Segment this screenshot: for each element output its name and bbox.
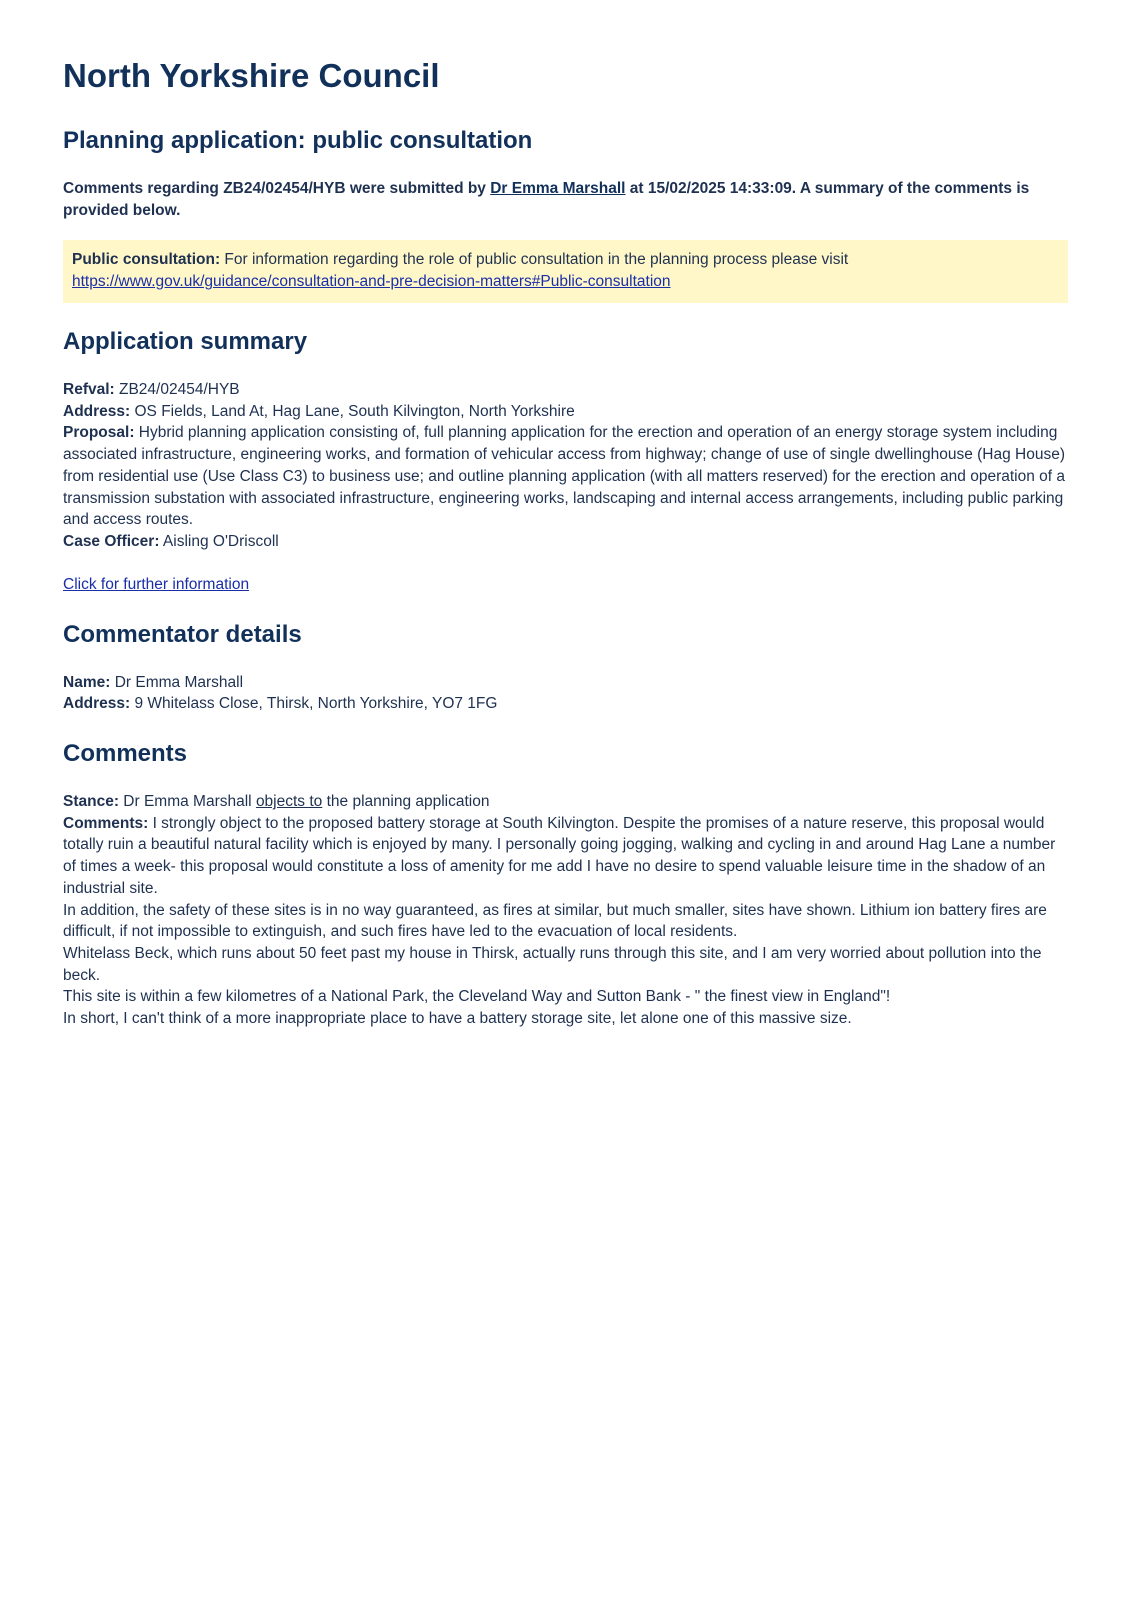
address-row bbox=[63, 401, 1068, 423]
notice-label: Public consultation: bbox=[72, 251, 221, 268]
commentator-details bbox=[63, 672, 1068, 715]
case-officer-row bbox=[63, 531, 1068, 553]
proposal-row bbox=[63, 422, 1068, 531]
document-page bbox=[63, 50, 1068, 1030]
case-officer-value: Aisling O'Driscoll bbox=[159, 532, 279, 550]
commenter-name-link[interactable]: Dr Emma Marshall bbox=[490, 180, 626, 197]
further-info-row bbox=[63, 574, 1068, 596]
comments-heading: Comments bbox=[63, 740, 188, 768]
commentator-details-heading: Commentator details bbox=[63, 620, 302, 648]
case-officer-label: Case Officer: bbox=[63, 532, 160, 550]
proposal-label: Proposal: bbox=[63, 424, 135, 442]
page-subtitle: Planning application: public consultation bbox=[63, 127, 533, 154]
address-value: OS Fields, Land At, Hag Lane, South Kilvington, North Yorkshire bbox=[130, 402, 575, 420]
refval-label: Refval: bbox=[63, 381, 115, 398]
comment-paragraph: In addition, the safety of these sites is in no way guaranteed, as fires at similar, but much smaller, sites have shown. Lithium ion battery fires are difficult, if not impossible to extinguish, and such fires have led to the evacuation of local residents. bbox=[63, 901, 1047, 941]
stance-objects-link[interactable]: objects to bbox=[255, 793, 323, 811]
submission-summary bbox=[63, 178, 1068, 222]
comments-label: Comments: bbox=[63, 814, 149, 832]
consultation-guidance-link[interactable]: https://www.gov.uk/guidance/consultation-and-pre-decision-matters#Public-consultation bbox=[72, 273, 671, 290]
commentator-address-value: 9 Whitelass Close, Thirsk, North Yorkshire, YO7 1FG bbox=[130, 695, 498, 713]
council-title: North Yorkshire Council bbox=[63, 57, 440, 94]
intro-suffix: at 15/02/2025 14:33:09. A summary of the comments is provided below. bbox=[63, 180, 1030, 219]
intro-prefix: Comments regarding ZB24/02454/HYB were submitted by bbox=[63, 180, 491, 197]
stance-row bbox=[63, 791, 1068, 813]
proposal-value: Hybrid planning application consisting of, full planning application for the erection and operation of an energy storage system including associated infrastructure, engineering works, and formation of vehicular access from highway; change of use of single dwellinghouse (Hag House) from residential use (Use Class C3) to business use; and outline planning application (with all matters reserved) for the erection and operation of a transmission substation with associated infrastructure, engineering works, landscaping and internal access arrangements, including public parking and access routes. bbox=[63, 424, 1066, 529]
comments-body bbox=[63, 791, 1068, 1030]
application-summary-heading: Application summary bbox=[63, 328, 308, 355]
comment-paragraph-text: I strongly object to the proposed battery storage at South Kilvington. Despite the promises of a nature reserve, this proposal would totally ruin a beautiful natural facility which is enjoyed by many. I personally going jogging, walking and cycling in and around Hag Lane a number of times a week- this proposal would constitute a loss of amenity for me add I have no desire to spend valuable leisure time in the shadow of an industrial site. bbox=[63, 814, 1056, 897]
refval-value: ZB24/02454/HYB bbox=[114, 381, 240, 398]
commentator-name-value: Dr Emma Marshall bbox=[110, 673, 244, 691]
stance-prefix: Dr Emma Marshall bbox=[119, 793, 256, 811]
refval-row bbox=[63, 379, 1068, 401]
stance-label: Stance: bbox=[63, 793, 119, 811]
comment-paragraph: This site is within a few kilometres of a National Park, the Cleveland Way and Sutton Bank - " the finest view in England"! bbox=[63, 988, 891, 1006]
commentator-name-label: Name: bbox=[63, 673, 111, 691]
further-information-link[interactable]: Click for further information bbox=[63, 575, 250, 593]
comment-paragraph: In short, I can't think of a more inappropriate place to have a battery storage site, let alone one of this massive size. bbox=[63, 1010, 852, 1028]
comment-paragraph bbox=[63, 813, 1068, 900]
commentator-address-row bbox=[63, 693, 1068, 715]
commentator-name-row bbox=[63, 672, 1068, 694]
application-details bbox=[63, 379, 1068, 553]
public-consultation-notice bbox=[63, 240, 1068, 303]
stance-suffix: the planning application bbox=[322, 793, 490, 811]
address-label: Address: bbox=[63, 402, 131, 420]
comment-paragraph: Whitelass Beck, which runs about 50 feet past my house in Thirsk, actually runs through this site, and I am very worried about pollution into the beck. bbox=[63, 944, 1042, 984]
commentator-address-label: Address: bbox=[63, 695, 131, 713]
notice-text: For information regarding the role of public consultation in the planning process please visit bbox=[220, 251, 849, 268]
